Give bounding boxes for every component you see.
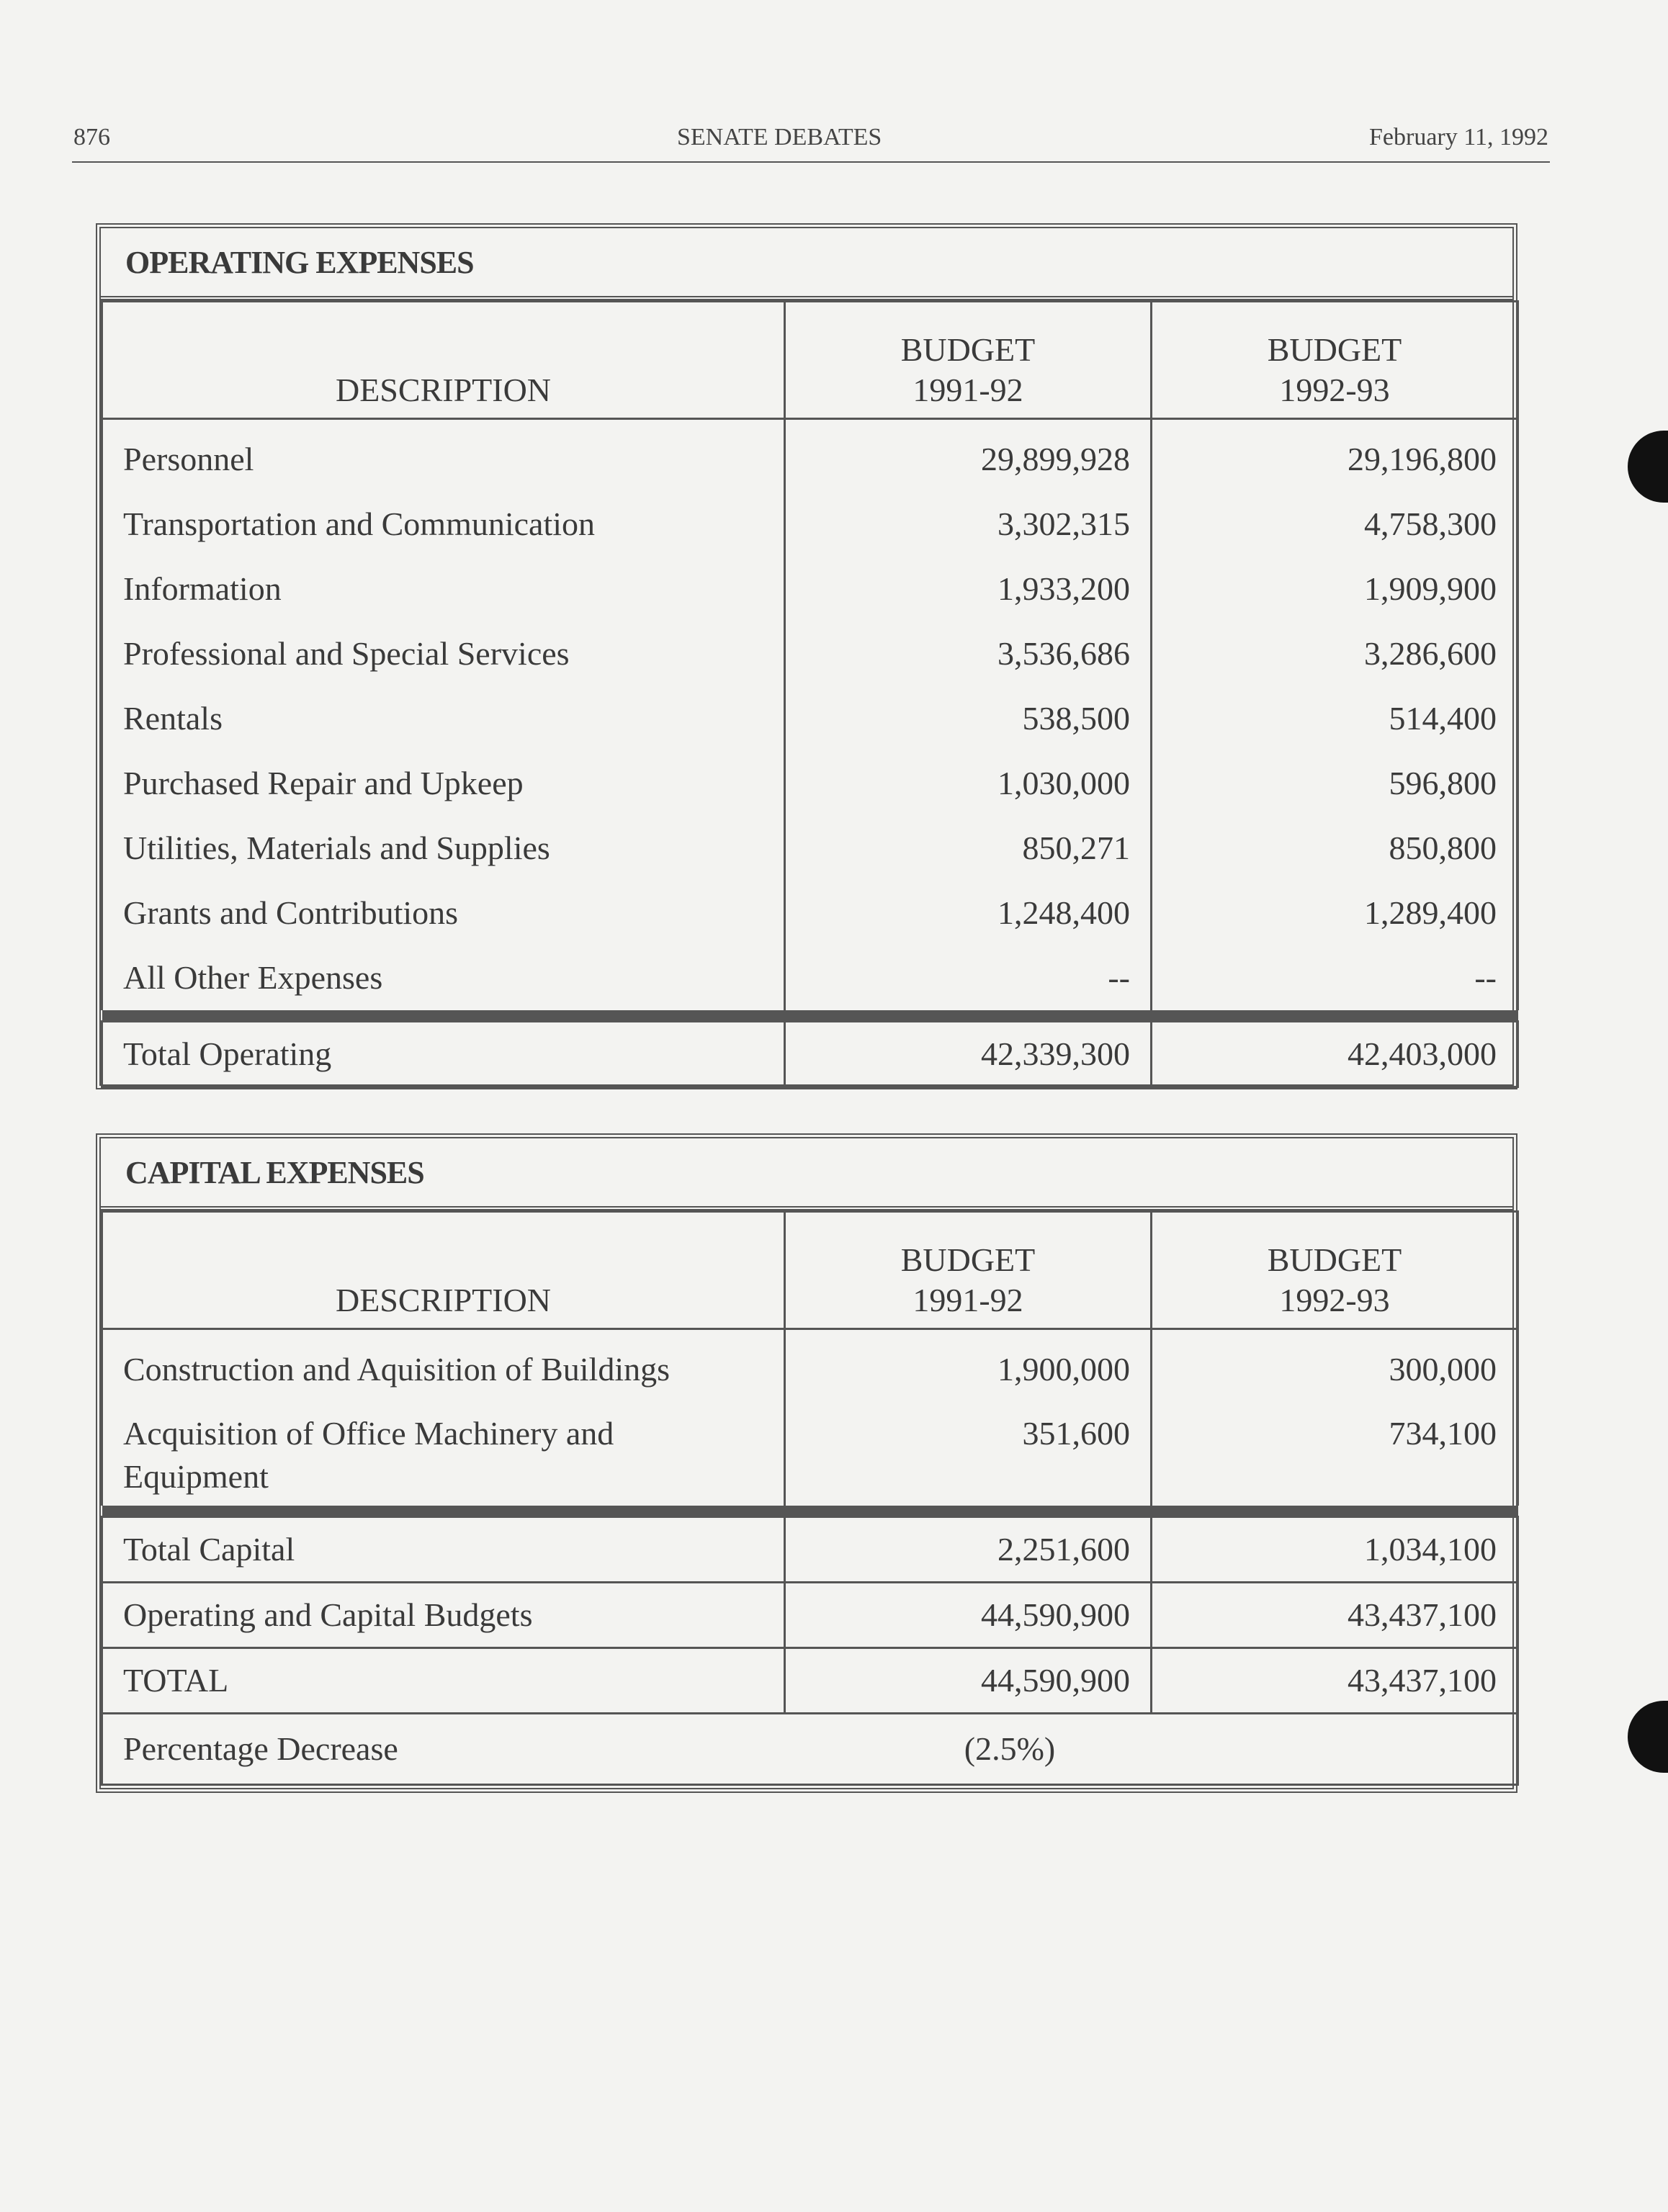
value-1991-92: 538,500 [785,686,1152,751]
value-1991-92: 1,248,400 [785,881,1152,945]
value-1991-92: 2,251,600 [785,1517,1152,1583]
percentage-decrease-row [102,1714,1518,1785]
row-label: Operating and Capital Budgets [102,1583,785,1648]
row-label: Percentage Decrease [123,1730,398,1767]
publication-title: SENATE DEBATES [677,124,882,150]
capital-expenses-table [96,1133,1517,1793]
row-label: Personnel [102,419,785,493]
publication-date: February 11, 1992 [1369,124,1548,150]
value-1991-92: 42,339,300 [785,1022,1152,1087]
row-label: Grants and Contributions [102,881,785,945]
column-header-description: DESCRIPTION [102,1212,785,1329]
column-header-budget-1992-93 [1152,1212,1518,1329]
budget-label: BUDGET [900,1241,1036,1278]
header-row [102,302,1518,419]
table-row [102,881,1518,945]
value-1992-93: 29,196,800 [1152,419,1518,493]
value-1991-92: 351,600 [785,1402,1152,1506]
table-row [102,816,1518,881]
column-header-budget-1991-92 [785,302,1152,419]
total-capital-row [102,1517,1518,1583]
table-row [102,557,1518,621]
row-label: Construction and Aquisition of Buildings [102,1329,785,1403]
value-1991-92: 1,933,200 [785,557,1152,621]
value-1992-93: 43,437,100 [1152,1648,1518,1714]
table-row [102,686,1518,751]
value-1991-92: 29,899,928 [785,419,1152,493]
binder-hole [1628,431,1668,503]
row-label: Rentals [102,686,785,751]
column-header-budget-1992-93 [1152,302,1518,419]
value-1992-93: 43,437,100 [1152,1583,1518,1648]
column-header-budget-1991-92 [785,1212,1152,1329]
value-1992-93: 514,400 [1152,686,1518,751]
table-row [102,1329,1518,1403]
table-row [102,492,1518,557]
budget-label: BUDGET [1267,331,1402,368]
table-row [102,1402,1518,1506]
thick-divider [102,1506,1518,1517]
table-title: OPERATING EXPENSES [101,228,1512,300]
value-1991-92: 850,271 [785,816,1152,881]
percentage-cell [102,1714,1518,1785]
table-row [102,621,1518,686]
row-label: Transportation and Communication [102,492,785,557]
row-label: Purchased Repair and Upkeep [102,751,785,816]
row-label: Professional and Special Services [102,621,785,686]
column-header-description: DESCRIPTION [102,302,785,419]
percentage-value: (2.5%) [964,1730,1056,1767]
row-label: Total Capital [102,1517,785,1583]
value-1991-92: 3,536,686 [785,621,1152,686]
year-label: 1992-93 [1279,1282,1390,1318]
budget-label: BUDGET [1267,1241,1402,1278]
value-1992-93: 3,286,600 [1152,621,1518,686]
value-1991-92: 3,302,315 [785,492,1152,557]
value-1992-93: -- [1152,945,1518,1010]
table-row [102,945,1518,1010]
row-label: Utilities, Materials and Supplies [102,816,785,881]
binder-hole [1628,1701,1668,1773]
row-label: Total Operating [102,1022,785,1087]
year-label: 1991-92 [913,372,1023,408]
value-1992-93: 1,909,900 [1152,557,1518,621]
header-rule [72,161,1550,163]
value-1992-93: 596,800 [1152,751,1518,816]
value-1992-93: 850,800 [1152,816,1518,881]
table-row [102,751,1518,816]
value-1992-93: 42,403,000 [1152,1022,1518,1087]
value-1992-93: 300,000 [1152,1329,1518,1403]
table-title: CAPITAL EXPENSES [101,1138,1512,1210]
header-row [102,1212,1518,1329]
year-label: 1991-92 [913,1282,1023,1318]
page-number: 876 [73,124,110,150]
thick-divider [102,1010,1518,1022]
total-operating-row [102,1022,1518,1087]
row-label: Information [102,557,785,621]
year-label: 1992-93 [1279,372,1390,408]
value-1992-93: 4,758,300 [1152,492,1518,557]
operating-expenses-table [96,223,1517,1089]
value-1991-92: 44,590,900 [785,1583,1152,1648]
value-1991-92: 44,590,900 [785,1648,1152,1714]
value-1992-93: 734,100 [1152,1402,1518,1506]
value-1992-93: 1,289,400 [1152,881,1518,945]
table-row [102,419,1518,493]
grand-total-row [102,1648,1518,1714]
operating-and-capital-row [102,1583,1518,1648]
value-1991-92: 1,030,000 [785,751,1152,816]
value-1991-92: 1,900,000 [785,1329,1152,1403]
value-1992-93: 1,034,100 [1152,1517,1518,1583]
row-label: All Other Expenses [102,945,785,1010]
budget-label: BUDGET [900,331,1036,368]
value-1991-92: -- [785,945,1152,1010]
row-label: TOTAL [102,1648,785,1714]
row-label: Acquisition of Office Machinery and Equipment [102,1402,785,1506]
